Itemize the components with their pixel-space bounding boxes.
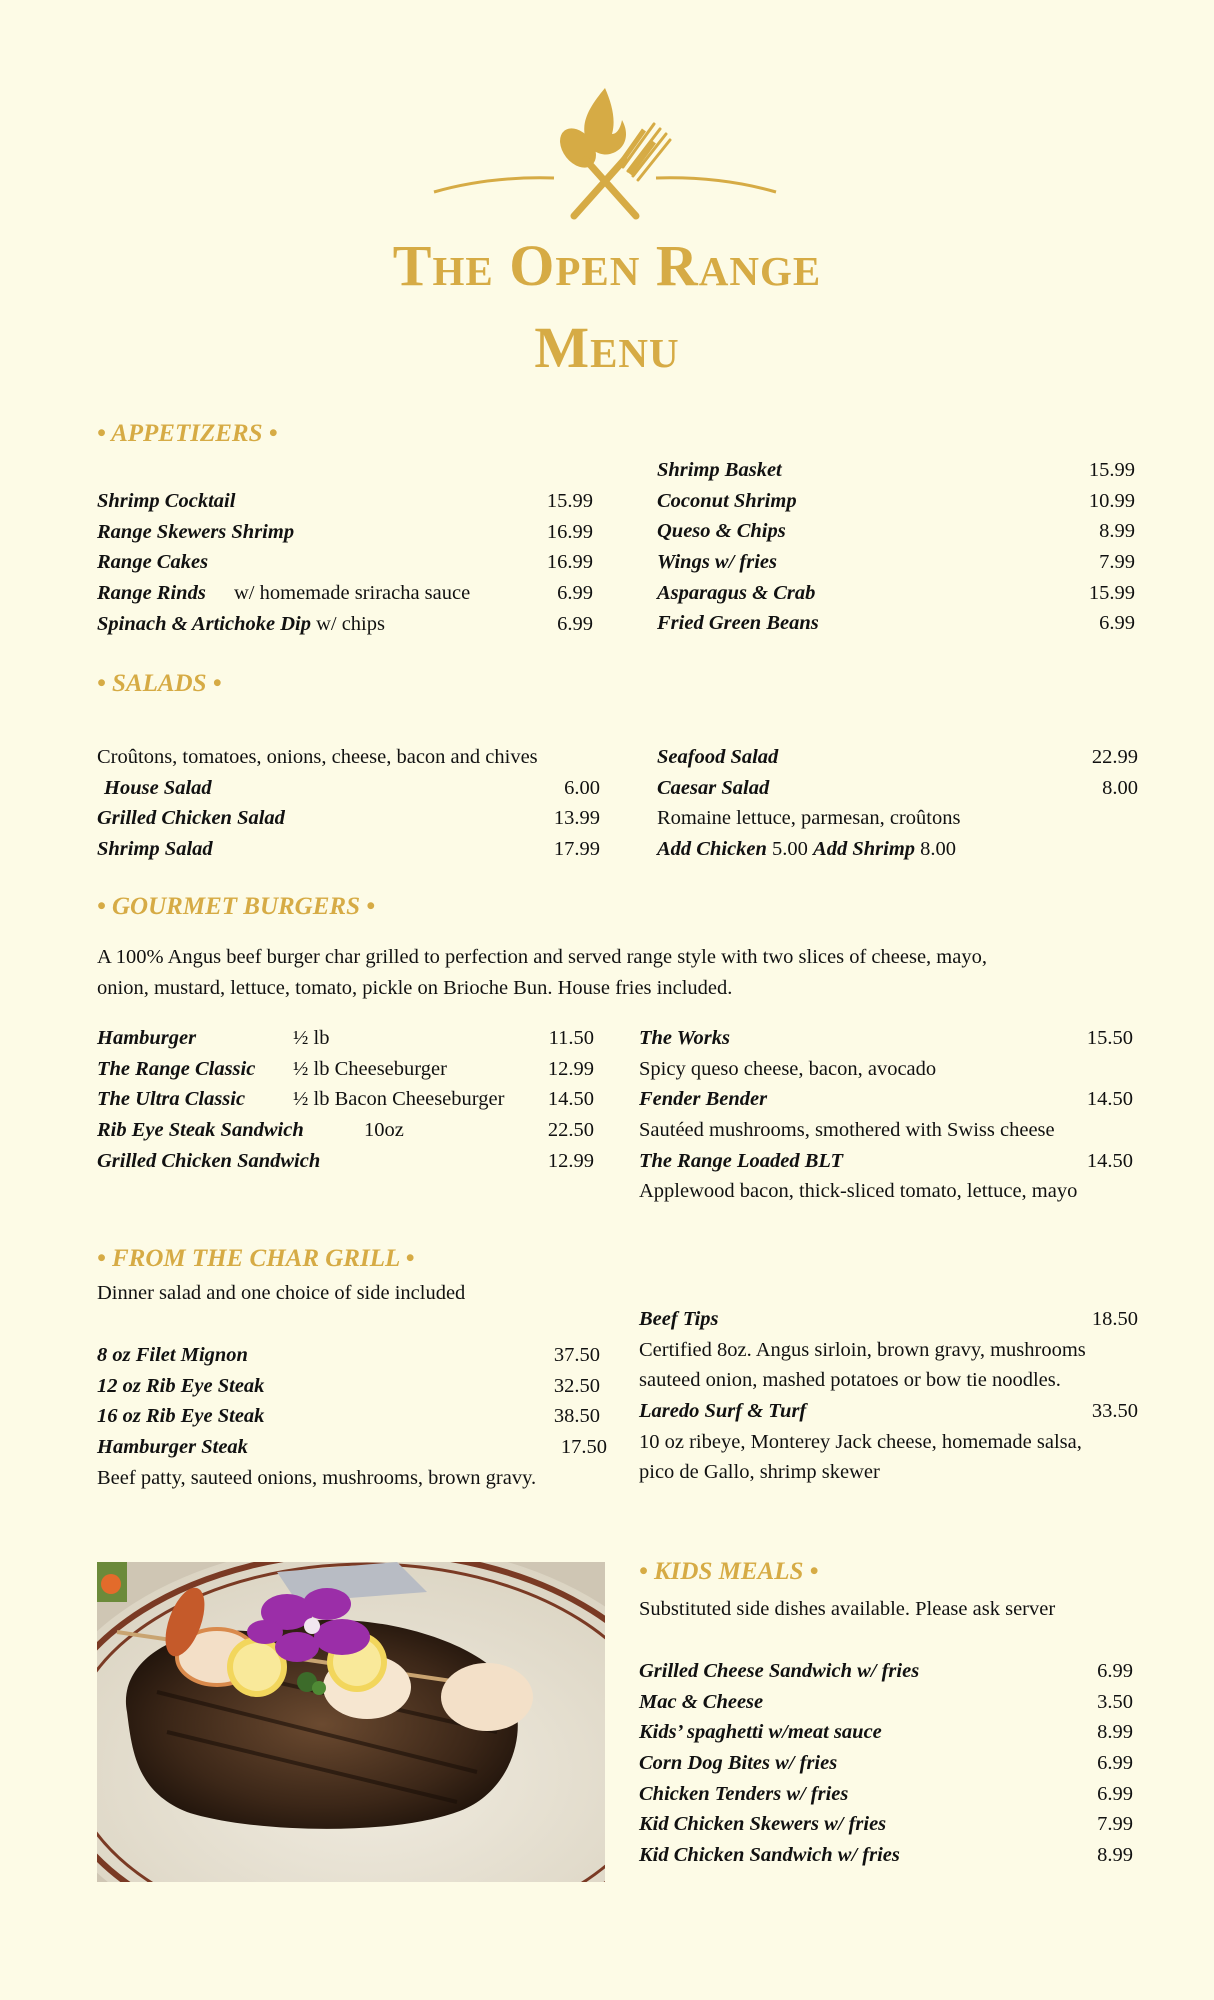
item-description: Certified 8oz. Angus sirloin, brown gravy, mushrooms <box>639 1338 1086 1361</box>
list-item <box>97 1084 594 1115</box>
item-name: Caesar Salad <box>657 776 770 799</box>
item-price: 6.99 <box>1097 1782 1133 1805</box>
item-name: Grilled Chicken Sandwich <box>97 1149 321 1172</box>
kids-list <box>639 1656 1133 1871</box>
list-item <box>97 517 593 548</box>
grill-right-list <box>639 1304 1138 1488</box>
list-item <box>97 547 593 578</box>
grill-left-list <box>97 1340 607 1493</box>
list-item <box>97 1023 594 1054</box>
item-price: 8.99 <box>1097 1844 1133 1867</box>
item-name: Coconut Shrimp <box>657 489 797 512</box>
burgers-left-list <box>97 1023 594 1176</box>
item-description: Applewood bacon, thick-sliced tomato, lettuce, mayo <box>639 1180 1078 1203</box>
item-name: 8 oz Filet Mignon <box>97 1344 248 1366</box>
salads-heading: • SALADS • <box>97 670 222 697</box>
item-description: Sautéed mushrooms, smothered with Swiss cheese <box>639 1119 1055 1142</box>
item-price: 14.50 <box>1086 1149 1133 1172</box>
item-name: Range Cakes <box>97 551 209 574</box>
item-price: 15.99 <box>1088 581 1135 604</box>
item-name: Rib Eye Steak Sandwich <box>97 1119 304 1142</box>
item-note: w/ chips <box>316 612 385 635</box>
list-item <box>97 1146 594 1177</box>
item-name: Kid Chicken Skewers w/ fries <box>639 1813 887 1836</box>
item-price: 7.99 <box>1097 1813 1133 1836</box>
item-name: The Works <box>639 1027 730 1049</box>
list-item <box>639 1656 1133 1687</box>
list-item <box>639 1084 1133 1115</box>
salads-right-list <box>657 742 1138 865</box>
list-item <box>97 1371 600 1402</box>
item-name: Shrimp Cocktail <box>97 490 236 512</box>
item-size: 10oz <box>364 1119 404 1142</box>
item-price: 10.99 <box>1088 489 1135 512</box>
item-price: 15.99 <box>1088 459 1135 481</box>
item-name: Chicken Tenders w/ fries <box>639 1782 849 1805</box>
burgers-intro-line1: A 100% Angus beef burger char grilled to perfection and served range style with two slices of cheese, mayo, <box>97 946 987 968</box>
list-item <box>657 608 1135 639</box>
list-item <box>657 773 1138 804</box>
item-name: Spinach & Artichoke Dip <box>97 612 311 635</box>
steak-shrimp-plate-photo <box>97 1562 605 1882</box>
list-item <box>639 1146 1133 1177</box>
list-item <box>97 1401 600 1432</box>
item-name: The Ultra Classic <box>97 1088 246 1111</box>
item-price: 3.50 <box>1097 1690 1133 1713</box>
list-item <box>97 578 593 609</box>
item-price: 7.99 <box>1099 551 1135 574</box>
item-price: 14.50 <box>1086 1088 1133 1111</box>
item-price: 6.99 <box>557 582 593 605</box>
item-price: 22.99 <box>1091 746 1138 768</box>
salad-addons <box>657 834 1138 865</box>
item-name: Corn Dog Bites w/ fries <box>639 1752 838 1775</box>
burgers-intro-line2: onion, mustard, lettuce, tomato, pickle on Brioche Bun. House fries included. <box>97 977 733 999</box>
item-price: 6.99 <box>557 612 593 635</box>
item-price: 37.50 <box>553 1344 600 1366</box>
list-item <box>639 1717 1133 1748</box>
list-item <box>639 1023 1133 1054</box>
list-item <box>639 1687 1133 1718</box>
add-shrimp-label: Add Shrimp <box>813 838 916 861</box>
appetizers-right-list <box>657 455 1135 639</box>
list-item <box>657 455 1135 486</box>
list-item <box>97 1115 594 1146</box>
item-price: 15.50 <box>1086 1027 1133 1049</box>
menu-title: Menu <box>534 315 680 380</box>
item-price: 8.00 <box>1102 776 1138 799</box>
item-price: 16.99 <box>546 551 593 574</box>
item-price: 17.50 <box>560 1436 607 1459</box>
item-name: Grilled Chicken Salad <box>97 807 285 830</box>
burgers-right-list <box>639 1023 1133 1207</box>
item-price: 12.99 <box>547 1057 594 1080</box>
list-item <box>639 1396 1138 1427</box>
list-item <box>97 609 593 640</box>
add-chicken-price: 5.00 <box>772 838 808 861</box>
item-description: Beef patty, sauteed onions, mushrooms, brown gravy. <box>97 1466 537 1489</box>
item-name: The Range Classic <box>97 1057 256 1080</box>
add-shrimp-price: 8.00 <box>920 838 957 861</box>
list-item <box>639 1748 1133 1779</box>
item-name: Fried Green Beans <box>657 612 819 635</box>
item-description: 10 oz ribeye, Monterey Jack cheese, homemade salsa, <box>639 1430 1082 1453</box>
flame-fork-spoon-icon <box>430 84 780 224</box>
grill-intro: Dinner salad and one choice of side included <box>97 1282 466 1304</box>
item-name: Grilled Cheese Sandwich w/ fries <box>639 1660 920 1682</box>
item-name: Seafood Salad <box>657 746 779 768</box>
grill-heading: • FROM THE CHAR GRILL • <box>97 1245 415 1272</box>
item-price: 6.99 <box>1099 612 1135 635</box>
item-name: Range Rinds <box>97 582 206 605</box>
item-price: 22.50 <box>547 1119 594 1142</box>
list-item <box>97 773 600 804</box>
list-item <box>97 486 593 517</box>
item-name: Hamburger Steak <box>97 1436 248 1459</box>
item-name: Asparagus & Crab <box>657 581 816 604</box>
kids-heading: • KIDS MEALS • <box>639 1558 819 1585</box>
burgers-heading: • GOURMET BURGERS • <box>97 893 375 920</box>
item-name: Shrimp Basket <box>657 459 782 481</box>
item-name: Kids’ spaghetti w/meat sauce <box>639 1721 882 1744</box>
item-size: ½ lb Bacon Cheeseburger <box>293 1088 505 1111</box>
item-price: 13.99 <box>553 807 600 830</box>
salad-description: Croûtons, tomatoes, onions, cheese, bacon and chives <box>97 746 538 768</box>
item-price: 8.99 <box>1097 1721 1133 1744</box>
item-price: 6.99 <box>1097 1752 1133 1775</box>
appetizers-heading: • APPETIZERS • <box>97 420 278 447</box>
item-description: Spicy queso cheese, bacon, avocado <box>639 1057 937 1080</box>
item-name: Kid Chicken Sandwich w/ fries <box>639 1844 900 1867</box>
item-size: ½ lb <box>293 1027 330 1049</box>
list-item <box>657 547 1135 578</box>
item-price: 12.99 <box>547 1149 594 1172</box>
item-name: Queso & Chips <box>657 520 786 543</box>
item-name: Fender Bender <box>639 1088 768 1111</box>
list-item <box>657 486 1135 517</box>
add-chicken-label: Add Chicken <box>657 838 767 861</box>
item-price: 33.50 <box>1091 1400 1138 1423</box>
list-item <box>639 1809 1133 1840</box>
list-item <box>97 803 600 834</box>
item-price: 14.50 <box>547 1088 594 1111</box>
item-name: Hamburger <box>97 1027 197 1049</box>
item-price: 11.50 <box>548 1027 594 1049</box>
item-price: 17.99 <box>553 838 600 861</box>
item-name: Laredo Surf & Turf <box>639 1400 807 1423</box>
item-price: 16.99 <box>546 520 593 543</box>
restaurant-title: The Open Range <box>392 233 822 298</box>
list-item <box>639 1779 1133 1810</box>
item-name: Range Skewers Shrimp <box>97 520 295 543</box>
item-name: Beef Tips <box>639 1308 719 1330</box>
item-name: Shrimp Salad <box>97 838 213 861</box>
list-item <box>657 742 1138 773</box>
appetizers-left-list <box>97 486 593 639</box>
item-description: pico de Gallo, shrimp skewer <box>639 1461 880 1484</box>
caesar-description: Romaine lettuce, parmesan, croûtons <box>657 807 961 830</box>
list-item <box>639 1304 1138 1335</box>
item-price: 15.99 <box>546 490 593 512</box>
kids-intro: Substituted side dishes available. Please ask server <box>639 1598 1056 1620</box>
item-price: 38.50 <box>553 1405 600 1428</box>
item-price: 8.99 <box>1099 520 1135 543</box>
item-name: 12 oz Rib Eye Steak <box>97 1374 265 1397</box>
item-description: sauteed onion, mashed potatoes or bow tie noodles. <box>639 1369 1061 1392</box>
item-name: Wings w/ fries <box>657 551 777 574</box>
item-name: The Range Loaded BLT <box>639 1149 844 1172</box>
item-name: Mac & Cheese <box>639 1690 764 1713</box>
item-price: 32.50 <box>553 1374 600 1397</box>
list-item <box>639 1840 1133 1871</box>
item-name: House Salad <box>104 776 212 799</box>
list-item <box>97 1432 607 1463</box>
list-item <box>657 578 1135 609</box>
item-price: 18.50 <box>1091 1308 1138 1330</box>
list-item <box>97 1054 594 1085</box>
salads-left-list <box>97 742 600 865</box>
item-price: 6.99 <box>1097 1660 1133 1682</box>
item-price: 6.00 <box>564 776 600 799</box>
item-size: ½ lb Cheeseburger <box>293 1057 447 1080</box>
item-note: w/ homemade sriracha sauce <box>234 582 471 605</box>
list-item <box>97 834 600 865</box>
list-item <box>97 1340 600 1371</box>
item-name: 16 oz Rib Eye Steak <box>97 1405 265 1428</box>
list-item <box>657 516 1135 547</box>
